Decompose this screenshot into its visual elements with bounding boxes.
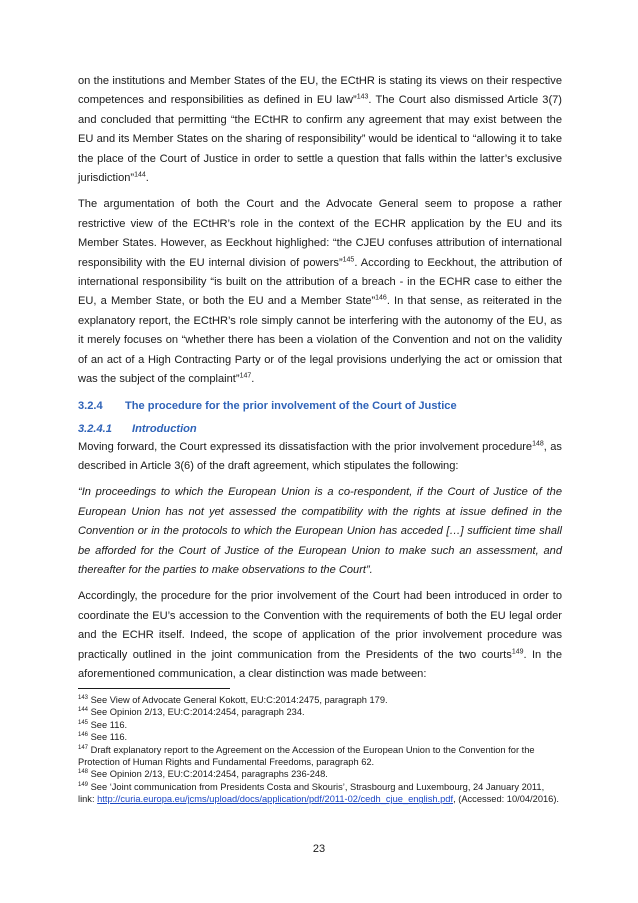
footnote-number: 147: [78, 744, 89, 751]
footnotes: [78, 694, 562, 806]
section-heading-3-2-4: [78, 397, 562, 415]
block-quote: “In proceedings to which the European Union is a co-respondent, if the Court of Justice of the European Union has not yet assessed the compatibility with the rights at issue defined in the Convention or in the protocols to which the European Union has acceded […] sufficient time shall be afforded for the Court of Justice of the European Union to make such an assessment, and thereafter for the parties to make observations to the Court”.: [78, 486, 562, 576]
footnote-number: 149: [78, 781, 89, 788]
body-text: [78, 72, 562, 691]
footnote-text: See 116.: [88, 719, 128, 730]
footnote: [78, 694, 562, 706]
footnote-text-after: , (Accessed: 10/04/2016).: [453, 794, 560, 805]
paragraph-text: .: [251, 373, 255, 386]
paragraph: [78, 438, 562, 477]
footnote-link[interactable]: http://curia.europa.eu/jcms/upload/docs/application/pdf/2011-02/cedh_cjue_english.pdf: [97, 794, 454, 805]
footnote-separator: [78, 688, 230, 689]
footnote: [78, 731, 562, 743]
paragraph-text: . The Court also dismissed Article 3(7) and concluded that permitting “the ECtHR to confirm any agreement that may exist between the EU and its Member States on the sharing of responsibility” would be identical to “allowing it to take the place of the Court of Justice in order to settle a question that falls within the latter’s exclusive jurisdiction”: [78, 94, 562, 185]
footnote-number: 143: [78, 694, 89, 701]
footnote-number: 146: [78, 732, 89, 739]
footnote-reference[interactable]: 144: [134, 171, 146, 179]
footnote-reference[interactable]: 149: [511, 647, 524, 655]
footnote: [78, 768, 562, 780]
paragraph-text: Moving forward, the Court expressed its dissatisfaction with the prior involvement procedure: [78, 440, 533, 453]
footnote-reference[interactable]: 145: [342, 255, 355, 263]
subsection-title: Introduction: [132, 422, 197, 435]
footnote-number: 148: [78, 769, 89, 776]
paragraph-text: on the institutions and Member States of the EU, the ECtHR is stating its views on their respective competences and responsibilities as defined in EU law”: [78, 75, 562, 107]
paragraph-text: . According to Eeckhout, the attribution of international responsibility “is built on the attribution of a breach - in the ECHR case to either the EU, a Member State, or both the EU and a Member State”: [78, 256, 562, 308]
footnote: [78, 744, 562, 769]
subsection-number: 3.2.4.1: [78, 422, 112, 435]
footnote-text: See 116.: [88, 732, 128, 743]
paragraph-group-end: [78, 587, 562, 684]
paragraph-text: . In that sense, as reiterated in the explanatory report, the ECtHR’s role simply cannot be interfering with the autonomy of the EU, as it merely focuses on “whether there has been a violation of the Convention and not on the validity of an act of a High Contracting Party or of the legal provisions underlying the act or omission that was the subject of the complaint”: [78, 295, 562, 386]
footnote-text: Draft explanatory report to the Agreement on the Accession of the European Union to the Convention for the Protection of Human Rights and Fundamental Freedoms, paragraph 62.: [78, 744, 535, 768]
paragraph-text: The argumentation of both the Court and the Advocate General seem to propose a rather restrictive view of the ECtHR’s role in the context of the ECHR application by the EU and its Member States. However, as Eeckhout highlighed: “the CJEU confuses attribution of international responsibility with the EU internal division of powers”: [78, 198, 562, 269]
section-number: 3.2.4: [78, 399, 103, 412]
paragraph-group-top: [78, 72, 562, 390]
footnote-reference[interactable]: 148: [532, 439, 544, 447]
footnote-reference[interactable]: 146: [375, 294, 387, 302]
footnote-text: See ‘Joint communication from Presidents Costa and Skouris’, Strasbourg and Luxembourg, 24 January 2011, link:: [78, 781, 545, 805]
section-title: The procedure for the prior involvement of the Court of Justice: [125, 399, 457, 412]
footnote-reference[interactable]: 143: [356, 93, 369, 101]
paragraph-text: , as described in Article 3(6) of the draft agreement, which stipulates the following:: [78, 440, 562, 472]
paragraph: [78, 587, 562, 684]
paragraph-text: Accordingly, the procedure for the prior involvement of the Court had been introduced in order to coordinate the EU’s accession to the Convention with the requirements of both the EU legal order and the ECHR itself. Indeed, the scope of application of the prior involvement procedure was practically outlined in the joint communication from the Presidents of the two courts: [78, 590, 562, 661]
footnote: [78, 719, 562, 731]
footnote-number: 144: [78, 707, 89, 714]
paragraph: [78, 72, 562, 188]
footnote: [78, 706, 562, 718]
subsection-heading-3-2-4-1: [78, 420, 562, 438]
footnote: [78, 781, 562, 806]
footnote-reference[interactable]: 147: [239, 372, 252, 380]
paragraph-text: .: [145, 172, 149, 185]
footnote-text: See Opinion 2/13, EU:C:2014:2454, paragraph 234.: [88, 707, 305, 718]
footnote-text: See Opinion 2/13, EU:C:2014:2454, paragraphs 236-248.: [88, 769, 328, 780]
page-number: 23: [312, 843, 326, 855]
footnote-text: See View of Advocate General Kokott, EU:C:2014:2475, paragraph 179.: [88, 695, 388, 705]
paragraph: [78, 195, 562, 389]
paragraph-group-after-heading: [78, 438, 562, 477]
footnote-number: 145: [78, 719, 89, 726]
paragraph-text: . In the aforementioned communication, a clear distinction was made between:: [78, 648, 562, 680]
